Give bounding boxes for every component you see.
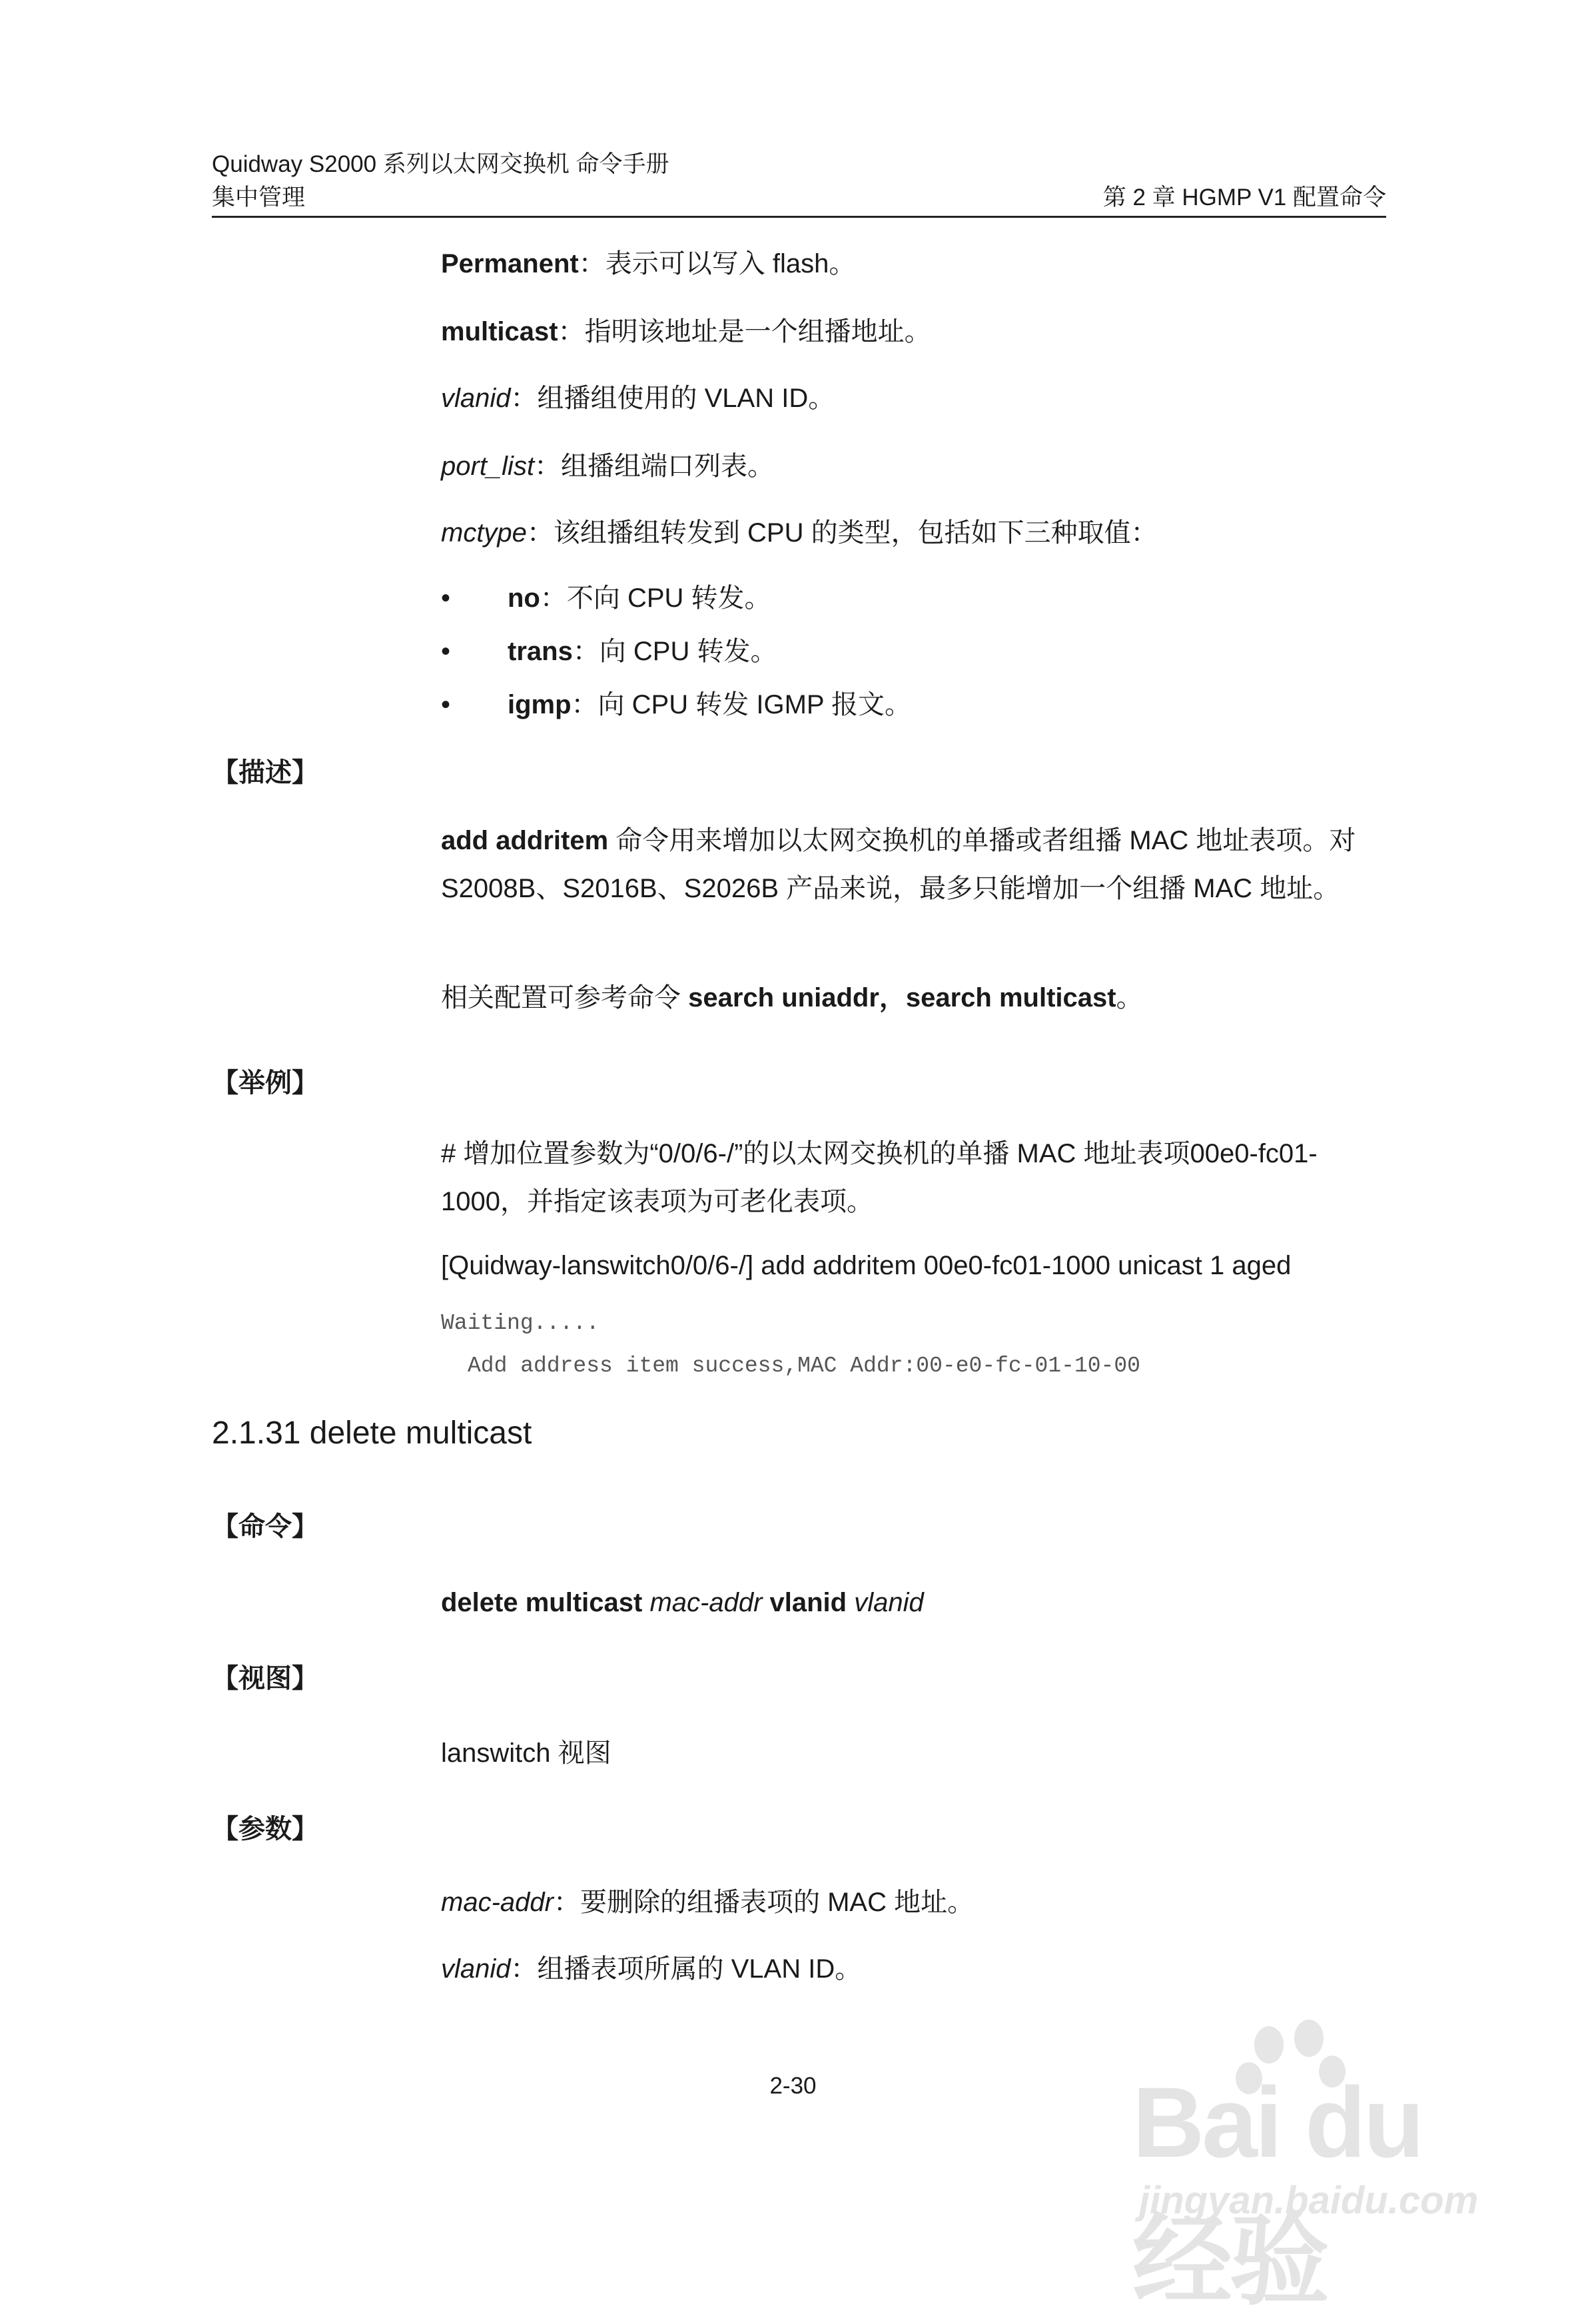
bullet-item [441,631,777,671]
param-desc: ：要删除的组播表项的 MAC 地址。 [553,1888,975,1917]
view-text: lanswitch 视图 [441,1739,611,1768]
param-desc: ：指明该地址是一个组播地址。 [558,317,931,346]
syntax-keyword: vlanid [762,1588,855,1617]
header-left [212,148,669,214]
bullet-item [441,578,771,618]
param-term: multicast [441,317,558,346]
watermark-brand: Bai du 经验 [1132,2066,1422,2317]
param-term: Permanent [441,249,579,278]
ref-suffix: 。 [1116,983,1143,1012]
bullet-desc: ：向 CPU 转发。 [572,637,777,666]
syntax-arg: vlanid [854,1588,924,1617]
header-section: 集中管理 [212,185,306,210]
param-vlanid [441,374,835,422]
example-output-line: Add address item success,MAC Addr:00-e0-fc-01-10-00 [468,1354,1140,1378]
bullet-desc: ：不向 CPU 转发。 [540,583,771,613]
header-divider [212,216,1386,218]
bullet-icon: • [441,690,451,719]
bullet-icon: • [441,637,451,666]
section-describe: 【描述】 [212,758,318,787]
param-term: port_list [441,452,535,481]
header-chapter: 第 2 章 HGMP V1 配置命令 [1102,185,1386,210]
param-term: vlanid [441,1954,511,1984]
describe-text: 命令用来增加以太网交换机的单播或者组播 MAC 地址表项。对 S2008B、S2016B、S2026B 产品来说，最多只能增加一个组播 MAC 地址。 [441,826,1356,903]
param-term: mctype [441,518,527,548]
bullet-item [441,685,911,725]
section-view: 【视图】 [212,1664,318,1693]
param-port-list [441,442,774,490]
param-multicast [441,308,931,356]
bullet-desc: ：向 CPU 转发 IGMP 报文。 [571,690,911,719]
bullet-term: trans [508,637,573,666]
syntax-arg: mac-addr [649,1588,763,1617]
param-desc: ：组播表项所属的 VLAN ID。 [510,1954,862,1984]
example-output-line: Waiting..... [441,1311,599,1336]
example-command: [Quidway-lanswitch0/0/6-/] add addritem 00e0-fc01-1000 unicast 1 aged [441,1251,1292,1280]
param-mac-addr [441,1878,974,1926]
ref-prefix: 相关配置可参考命令 [441,983,689,1012]
param-term: mac-addr [441,1888,554,1917]
syntax-keyword: delete multicast [441,1588,650,1617]
param-desc: ：该组播组转发到 CPU 的类型，包括如下三种取值： [526,518,1158,548]
param-permanent [441,240,855,288]
page-number: 2-30 [769,2073,817,2099]
param-mctype [441,509,1158,557]
describe-paragraph [441,817,1374,913]
section-example: 【举例】 [212,1068,318,1098]
bullet-icon: • [441,583,451,613]
example-description: # 增加位置参数为“0/0/6-/”的以太网交换机的单播 MAC 地址表项00e0-fc01-1000，并指定该表项为可老化表项。 [441,1139,1318,1216]
header-product: Quidway S2000 系列以太网交换机 命令手册 [212,151,669,177]
section-command: 【命令】 [212,1512,318,1541]
param-desc: ：表示可以写入 flash。 [578,249,856,278]
bullet-term: no [508,583,540,613]
param-term: vlanid [441,384,511,413]
command-syntax [441,1579,924,1627]
describe-reference [441,974,1143,1022]
describe-cmd: add addritem [441,826,609,855]
bullet-term: igmp [508,690,572,719]
section-params: 【参数】 [212,1814,318,1844]
baidu-watermark [1132,2012,1532,2317]
param-desc: ：组播组端口列表。 [534,452,775,481]
param-desc: ：组播组使用的 VLAN ID。 [510,384,835,413]
ref-cmds: search uniaddr，search multicast [688,983,1116,1012]
watermark-url: jingyan.baidu.com [1139,2179,1479,2222]
section-title: 2.1.31 delete multicast [212,1415,532,1451]
param-vlanid-bottom [441,1945,861,1993]
